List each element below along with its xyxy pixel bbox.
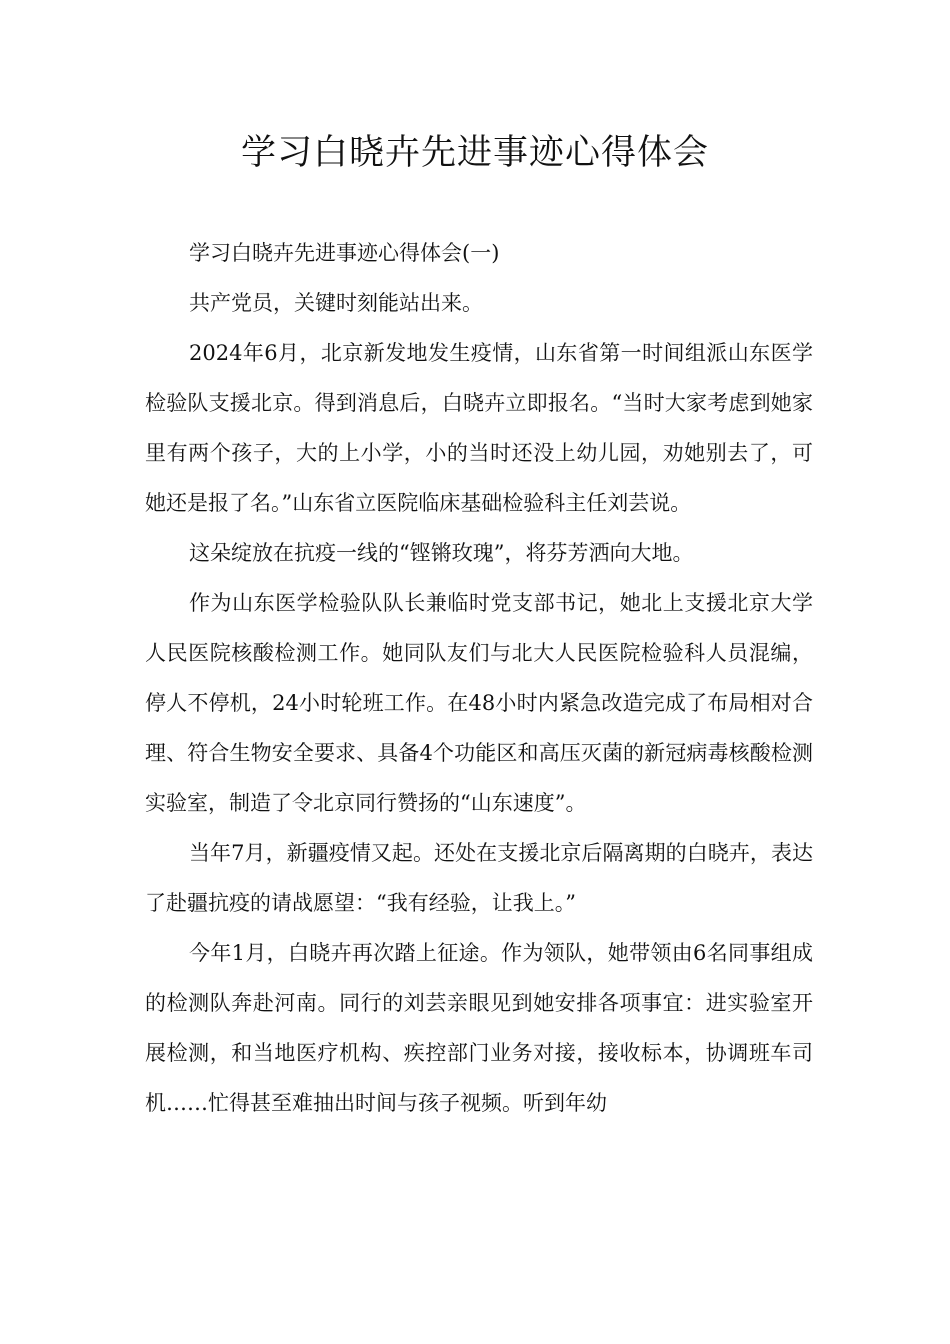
paragraph: 2024年6月，北京新发地发生疫情，山东省第一时间组派山东医学检验队支援北京。得到消息后，白晓卉立即报名。“当时大家考虑到她家里有两个孩子，大的上小学，小的当时还没上幼儿园，劝她别去了，可她还是报了名。”山东省立医院临床基础检验科主任刘芸说。 [145, 341, 813, 515]
paragraph: 共产党员，关键时刻能站出来。 [189, 291, 483, 315]
paragraph-subtitle: 学习白晓卉先进事迹心得体会(一) [189, 241, 500, 265]
document-title: 学习白晓卉先进事迹心得体会 [240, 133, 709, 173]
paragraph: 当年7月，新疆疫情又起。还处在支援北京后隔离期的白晓卉，表达了赴疆抗疫的请战愿望：“我有经验，让我上。” [145, 841, 813, 915]
paragraph: 作为山东医学检验队队长兼临时党支部书记，她北上支援北京大学人民医院核酸检测工作。她同队友们与北大人民医院检验科人员混编，停人不停机，24小时轮班工作。在48小时内紧急改造完成了布局相对合理、符合生物安全要求、具备4个功能区和高压灭菌的新冠病毒核酸检测实验室，制造了令北京同行赞扬的“山东速度”。 [145, 591, 813, 815]
document-body [145, 228, 813, 1128]
paragraph: 这朵绽放在抗疫一线的“铿锵玫瑰”，将芬芳洒向大地。 [189, 541, 694, 565]
paragraph: 今年1月，白晓卉再次踏上征途。作为领队，她带领由6名同事组成的检测队奔赴河南。同行的刘芸亲眼见到她安排各项事宜：进实验室开展检测，和当地医疗机构、疾控部门业务对接，接收标本，协调班车司机……忙得甚至难抽出时间与孩子视频。听到年幼 [145, 941, 813, 1115]
